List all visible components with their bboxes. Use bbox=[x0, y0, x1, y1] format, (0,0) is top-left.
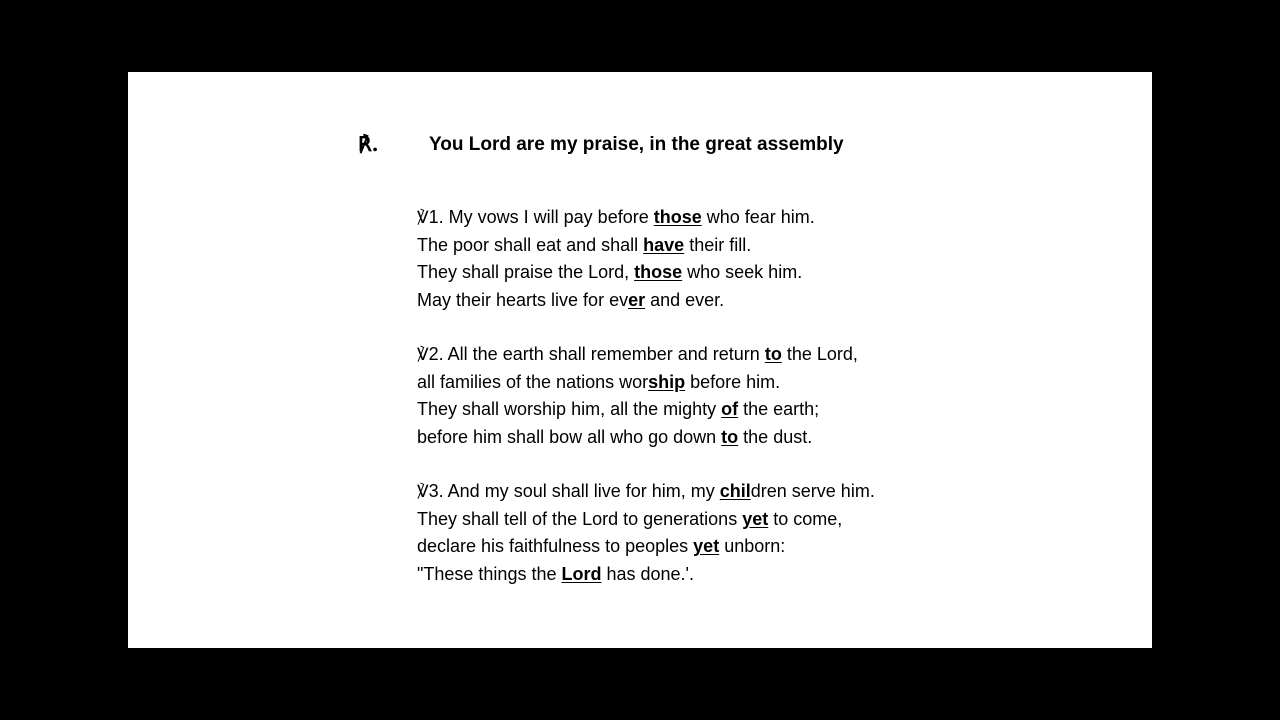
verse-text: dren serve him. bbox=[750, 481, 875, 501]
verse-text: who fear him. bbox=[701, 207, 815, 227]
accented-syllable: those bbox=[653, 207, 702, 227]
verse-line bbox=[417, 561, 875, 589]
verse-text: "These things the bbox=[417, 563, 562, 584]
verse-number: 3. bbox=[428, 481, 444, 501]
verse-line bbox=[417, 369, 858, 397]
verse-symbol: ℣ bbox=[417, 345, 429, 365]
verse-text: And my soul shall live for him, my bbox=[443, 481, 720, 501]
verse-text: They shall tell of the Lord to generations bbox=[417, 508, 743, 529]
verse-text: their fill. bbox=[684, 234, 752, 255]
verse-2 bbox=[417, 341, 858, 451]
verse-line bbox=[417, 478, 875, 506]
verse-text: My vows I will pay before bbox=[443, 207, 654, 227]
verse-text: declare his faithfulness to peoples bbox=[417, 536, 694, 556]
accented-syllable: chil bbox=[719, 481, 751, 501]
verse-text: the dust. bbox=[738, 426, 813, 447]
accented-syllable: have bbox=[643, 234, 685, 255]
verse-text: before him. bbox=[685, 371, 781, 392]
verse-text: unborn: bbox=[719, 536, 786, 556]
accented-syllable: to bbox=[764, 344, 782, 364]
verse-1 bbox=[417, 204, 815, 314]
verse-line bbox=[417, 396, 858, 424]
verse-text: all families of the nations wor bbox=[417, 371, 649, 392]
accented-syllable: those bbox=[634, 262, 683, 282]
verse-3 bbox=[417, 478, 875, 588]
verse-text: and ever. bbox=[645, 289, 725, 310]
verse-text: to come, bbox=[768, 508, 843, 529]
verse-line bbox=[417, 259, 815, 287]
verse-symbol: ℣ bbox=[417, 208, 429, 228]
verse-line bbox=[417, 506, 875, 534]
verse-line bbox=[417, 204, 815, 232]
verse-text: before him shall bow all who go down bbox=[417, 426, 722, 447]
verse-line bbox=[417, 232, 815, 260]
slide bbox=[128, 72, 1152, 648]
verse-text: They shall praise the Lord, bbox=[417, 262, 635, 282]
accented-syllable: to bbox=[721, 426, 739, 447]
accented-syllable: of bbox=[721, 399, 739, 419]
accented-syllable: er bbox=[628, 289, 646, 310]
response-symbol: ℟. bbox=[358, 132, 379, 156]
verse-text: the earth; bbox=[738, 399, 820, 419]
response-text: You Lord are my praise, in the great assembly bbox=[429, 134, 844, 155]
verse-line bbox=[417, 424, 858, 452]
verse-text: All the earth shall remember and return bbox=[443, 344, 765, 364]
response-line bbox=[358, 132, 958, 160]
verse-text: They shall worship him, all the mighty bbox=[417, 399, 722, 419]
verse-text: May their hearts live for ev bbox=[417, 289, 629, 310]
accented-syllable: yet bbox=[742, 508, 769, 529]
verse-number: 2. bbox=[428, 344, 444, 364]
accented-syllable: ship bbox=[648, 371, 686, 392]
verse-number: 1. bbox=[428, 207, 444, 227]
verse-text: who seek him. bbox=[682, 262, 803, 282]
verse-line bbox=[417, 341, 858, 369]
verse-symbol: ℣ bbox=[417, 482, 429, 502]
accented-syllable: Lord bbox=[561, 563, 602, 584]
verse-text: the Lord, bbox=[781, 344, 858, 364]
verse-text: The poor shall eat and shall bbox=[417, 234, 644, 255]
verse-line bbox=[417, 287, 815, 315]
verse-line bbox=[417, 533, 875, 561]
verse-text: has done.'. bbox=[601, 563, 694, 584]
accented-syllable: yet bbox=[693, 536, 720, 556]
